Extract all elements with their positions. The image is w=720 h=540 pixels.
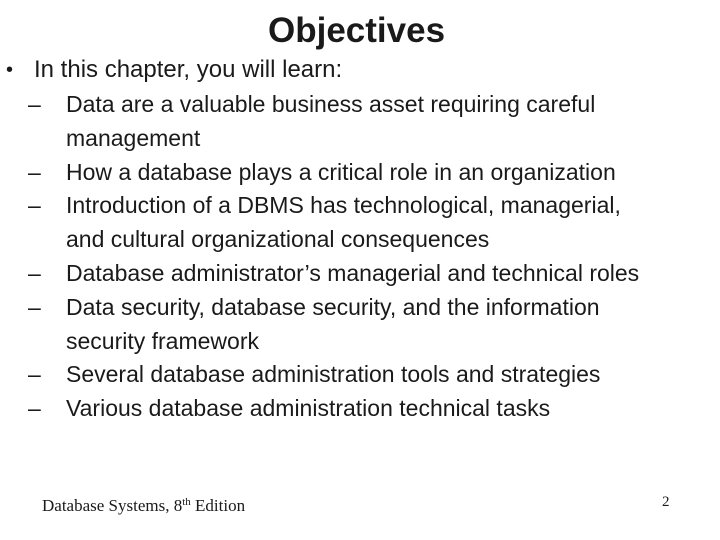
list-item-text: Database administrator’s managerial and technical roles bbox=[66, 259, 640, 286]
dash-icon: – bbox=[28, 158, 41, 185]
footer-book-title bbox=[42, 496, 245, 516]
dash-icon: – bbox=[28, 361, 41, 388]
list-item-text: management bbox=[66, 124, 201, 151]
list-item-continuation bbox=[28, 325, 720, 359]
footer-edition-sup: th bbox=[182, 496, 191, 508]
dash-icon: – bbox=[28, 395, 41, 422]
list-item-text: How a database plays a critical role in an organization bbox=[66, 158, 616, 185]
list-item bbox=[28, 358, 720, 392]
list-item bbox=[28, 392, 720, 426]
list-item bbox=[28, 257, 720, 291]
list-item-text: Various database administration technical tasks bbox=[66, 395, 551, 422]
list-item-text: Data are a valuable business asset requiring careful bbox=[66, 91, 596, 117]
footer-book-suffix: Edition bbox=[190, 496, 246, 515]
bullet-icon: • bbox=[6, 59, 14, 81]
intro-text: In this chapter, you will learn: bbox=[34, 56, 343, 83]
dash-icon: – bbox=[28, 192, 41, 219]
slide-title: Objectives bbox=[268, 11, 446, 50]
dash-icon: – bbox=[28, 293, 41, 320]
objectives-list bbox=[28, 88, 720, 426]
list-item-text: security framework bbox=[66, 327, 259, 354]
footer-book-prefix: Database Systems, 8 bbox=[42, 496, 183, 515]
list-item-text: Introduction of a DBMS has technological, managerial, bbox=[66, 192, 621, 219]
list-item-text: Several database administration tools and strategies bbox=[66, 361, 601, 388]
list-item bbox=[28, 189, 720, 223]
list-item bbox=[28, 291, 720, 325]
intro-bullet bbox=[6, 54, 342, 86]
list-item-continuation bbox=[28, 223, 720, 257]
list-item bbox=[28, 156, 720, 190]
dash-icon: – bbox=[28, 91, 41, 117]
dash-icon: – bbox=[28, 259, 41, 286]
list-item-text: and cultural organizational consequences bbox=[66, 226, 490, 253]
list-item-text: Data security, database security, and the information bbox=[66, 293, 600, 320]
list-item bbox=[28, 88, 720, 122]
list-item-continuation bbox=[28, 122, 720, 156]
page-number: 2 bbox=[662, 494, 670, 510]
